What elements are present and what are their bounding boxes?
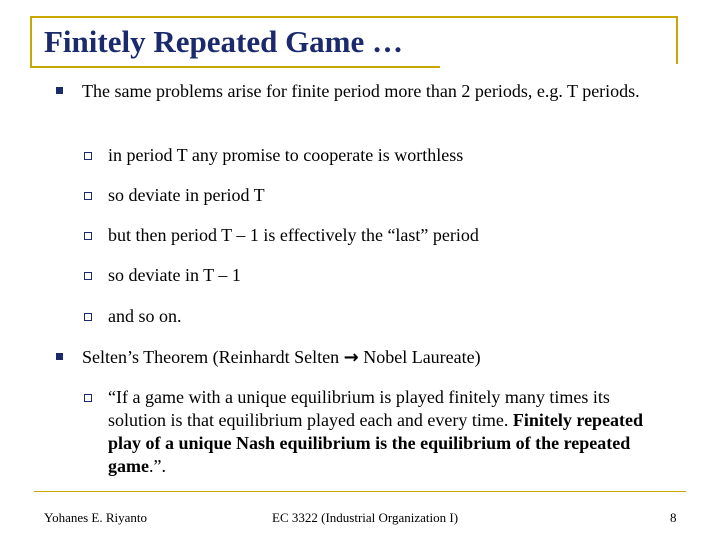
- hollow-square-bullet-icon: [84, 192, 92, 200]
- title-frame-left: [30, 16, 32, 68]
- bullet-text: The same problems arise for finite period more than 2 periods, e.g. T periods.: [82, 81, 640, 101]
- sub-bullet-text: but then period T – 1 is effectively the “last” period: [108, 225, 479, 245]
- hollow-square-bullet-icon: [84, 394, 92, 402]
- bullet-text: [82, 346, 662, 369]
- selten-text-before: Selten’s Theorem (Reinhardt Selten: [82, 347, 344, 367]
- hollow-square-bullet-icon: [84, 232, 92, 240]
- selten-quote-text: [108, 386, 668, 478]
- title-frame-top: [30, 16, 678, 18]
- square-bullet-icon: [56, 87, 63, 94]
- hollow-square-bullet-icon: [84, 152, 92, 160]
- sub-bullet-text: in period T any promise to cooperate is worthless: [108, 145, 464, 165]
- right-arrow-icon: →: [343, 347, 359, 368]
- footer-author: Yohanes E. Riyanto: [44, 510, 148, 525]
- title-frame-right: [676, 16, 678, 64]
- hollow-square-bullet-icon: [84, 272, 92, 280]
- square-bullet-icon: [56, 353, 63, 360]
- sub-bullet-text: so deviate in period T: [108, 185, 265, 205]
- hollow-square-bullet-icon: [84, 313, 92, 321]
- selten-text-after: Nobel Laureate): [358, 347, 481, 367]
- sub-bullet-text: so deviate in T – 1: [108, 265, 241, 285]
- slide-title: Finitely Repeated Game …: [44, 24, 404, 59]
- footer-course: EC 3322 (Industrial Organization I): [272, 510, 459, 525]
- sub-bullet-text: and so on.: [108, 306, 182, 326]
- quote-end-text: .”.: [148, 456, 166, 476]
- footer-page-number: 8: [670, 510, 677, 525]
- quote-bold-text: Finitely repeated play of a unique Nash equilibrium is the equilibrium of the repeated game: [108, 410, 644, 476]
- quote-normal-text: “If a game with a unique equilibrium is played finitely many times its solution is that equilibrium played each and every time.: [108, 387, 610, 430]
- footer-divider: [34, 491, 686, 492]
- title-underline: [30, 66, 440, 68]
